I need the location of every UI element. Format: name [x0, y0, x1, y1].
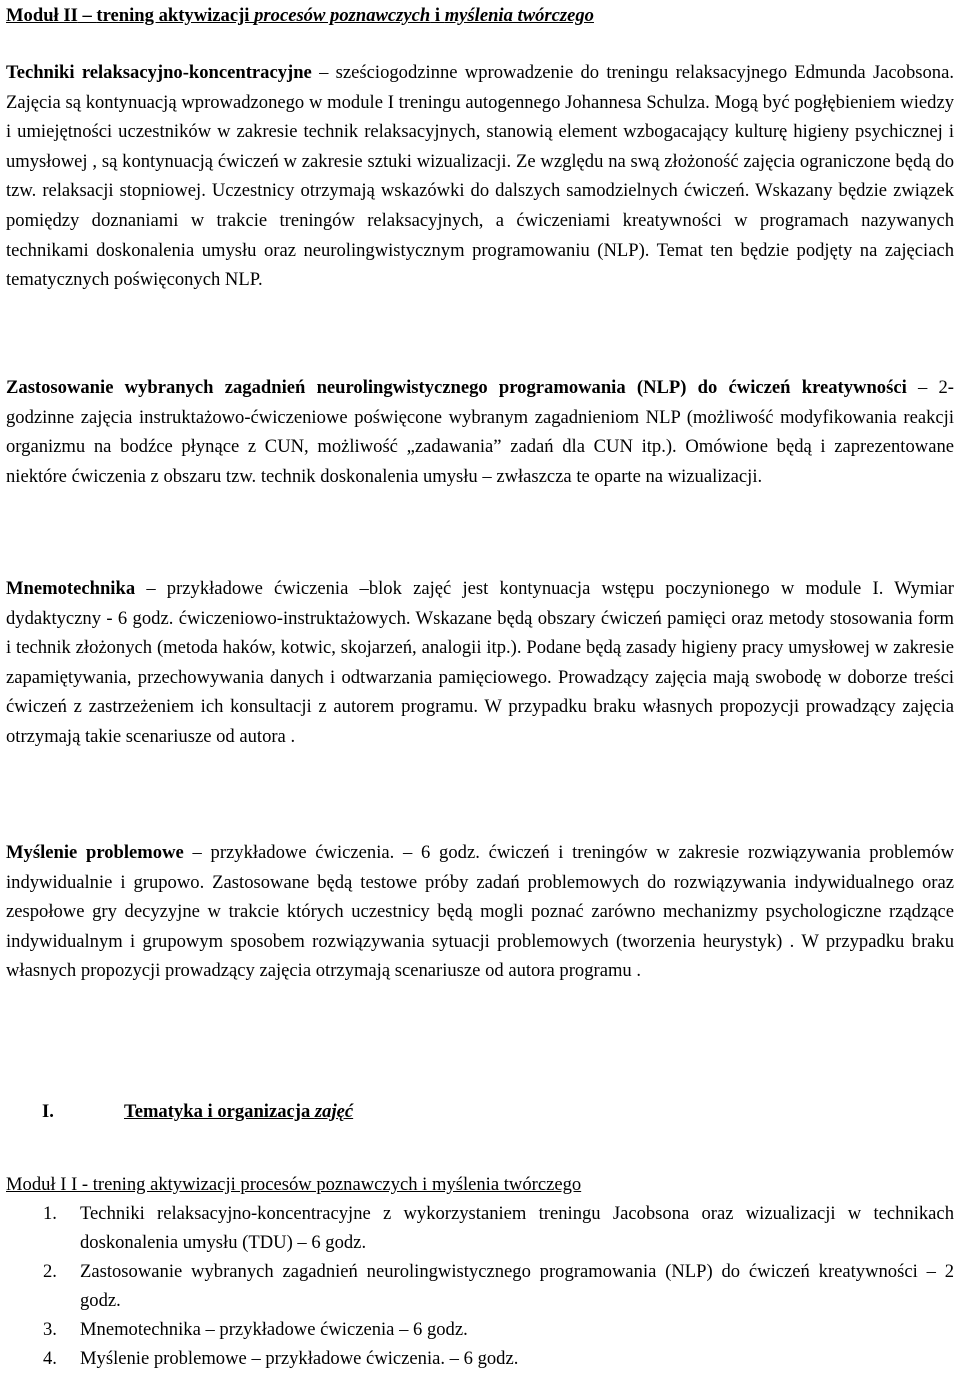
module-subheading: Moduł I I - trening aktywizacji procesów poznawczych i myślenia twórczego — [6, 1174, 582, 1195]
list-item-number: 3. — [43, 1319, 57, 1340]
section-mnemonics-body: – przykładowe ćwiczenia –blok zajęć jest kontynuacja wstępu poczynionego w module I. Wymiar dydaktyczny - 6 godz. ćwiczeniowo-instruktażowych. Wskazane będą obszary ćwiczeń pamięci oraz metody stosowania form i technik złożonych (metoda haków, kotwic, skojarzeń, analogii itp.). Podane będą zasady higieny pracy umysłowej w zakresie zapamiętywania, przechowywania danych i odtwarzania pamięciowego. Prowadzący zajęcia mają swobodę w doborze treści ćwiczeń z zastrzeżeniem ich konsultacji z autorem programu. W przypadku braku własnych propozycji prowadzący zajęcia otrzymają takie scenariusze od autora . — [6, 578, 954, 747]
list-item-text: Zastosowanie wybranych zagadnień neurolingwistycznego programowania (NLP) do ćwiczeń kreatywności – 2 godz. — [80, 1261, 954, 1311]
section-mnemonics-title: Mnemotechnika — [6, 578, 136, 599]
section-i-title-main: Tematyka i organizacja — [124, 1101, 315, 1122]
module-heading-text-1: trening aktywizacji — [96, 5, 255, 26]
section-i-title — [124, 1101, 353, 1122]
section-problem-thinking-title: Myślenie problemowe — [6, 842, 184, 863]
section-nlp — [6, 373, 954, 491]
section-relaxation-body: – sześciogodzinne wprowadzenie do treningu relaksacyjnego Edmunda Jacobsona. Zajęcia są kontynuacją wprowadzonego w module I treningu autogennego Johannesa Schulza. Mogą być pogłębieniem wiedzy i umiejętności uczestników w zakresie technik relaksacyjnych, stanowią element wzbogacający kulturę higieny psychicznej i umysłowej , są kontynuacją ćwiczeń w zakresie sztuki wizualizacji. Ze względu na swą złożoność zajęcia ograniczone będą do tzw. relaksacji stopniowej. Uczestnicy otrzymają wskazówki do dalszych samodzielnych ćwiczeń. Wskazany będzie związek pomiędzy doznaniami w trakcie treningów relaksacyjnych, a ćwiczeniami kreatywności w programach nazywanych technikami doskonalenia umysłu oraz neurolingwistycznym programowaniu (NLP). Temat ten będzie podjęty na zajęciach tematycznych poświęconych NLP. — [6, 62, 955, 291]
list-item — [6, 1199, 954, 1257]
section-relaxation-title: Techniki relaksacyjno-koncentracyjne — [6, 62, 312, 83]
module-heading-text-3: i — [430, 5, 445, 26]
list-item-number: 4. — [43, 1348, 57, 1369]
module-heading-text-2: procesów poznawczych — [254, 5, 431, 26]
module-heading — [6, 3, 594, 29]
module-dash: – — [77, 5, 97, 26]
list-item-text: Mnemotechnika – przykładowe ćwiczenia – 6 godz. — [80, 1319, 468, 1340]
section-i-number: I. — [42, 1101, 54, 1122]
section-nlp-body: – 2- godzinne zajęcia instruktażowo-ćwiczeniowe poświęcone wybranym zagadnieniom NLP (możliwość modyfikowania reakcji organizmu na bodźce płynące z CUN, możliwość „zadawania” zadań dla CUN itp.). Omówione będą i zaprezentowane niektóre ćwiczenia z obszaru tzw. technik doskonalenia umysłu – zwłaszcza te oparte na wizualizacji. — [6, 377, 954, 487]
list-item-number: 1. — [43, 1203, 57, 1224]
section-relaxation — [6, 58, 954, 295]
module-heading-text-4: myślenia twórczego — [444, 5, 594, 26]
list-item-text: Myślenie problemowe – przykładowe ćwiczenia. – 6 godz. — [80, 1348, 519, 1369]
section-i-title-italic: zajęć — [314, 1101, 354, 1122]
section-nlp-title: Zastosowanie wybranych zagadnień neurolingwistycznego programowania (NLP) do ćwiczeń kreatywności — [6, 377, 907, 398]
section-mnemonics — [6, 574, 954, 752]
list-item — [6, 1315, 954, 1344]
section-problem-thinking — [6, 838, 954, 986]
module-label: Moduł II — [6, 5, 78, 26]
list-item — [6, 1344, 954, 1373]
list-item-text: Techniki relaksacyjno-koncentracyjne z wykorzystaniem treningu Jacobsona oraz wizualizacji w technikach doskonalenia umysłu (TDU) – 6 godz. — [80, 1203, 954, 1253]
topics-list — [6, 1199, 954, 1373]
list-item-number: 2. — [43, 1261, 57, 1282]
list-item — [6, 1257, 954, 1315]
section-i-heading — [42, 1097, 353, 1126]
section-problem-thinking-body: – przykładowe ćwiczenia. – 6 godz. ćwiczeń i treningów w zakresie rozwiązywania problemów indywidualnie i grupowo. Zastosowane będą testowe próby zadań problemowych do rozwiązywania indywidualnego oraz zespołowe gry decyzyjne w trakcie których uczestnicy będą mogli poznać zarówno mechanizmy psychologiczne rządzące indywidualnym i grupowym sposobem rozwiązywania sytuacji problemowych (tworzenia heurystyk) . W przypadku braku własnych propozycji prowadzący zajęcia otrzymają scenariusze od autora programu . — [6, 842, 954, 982]
